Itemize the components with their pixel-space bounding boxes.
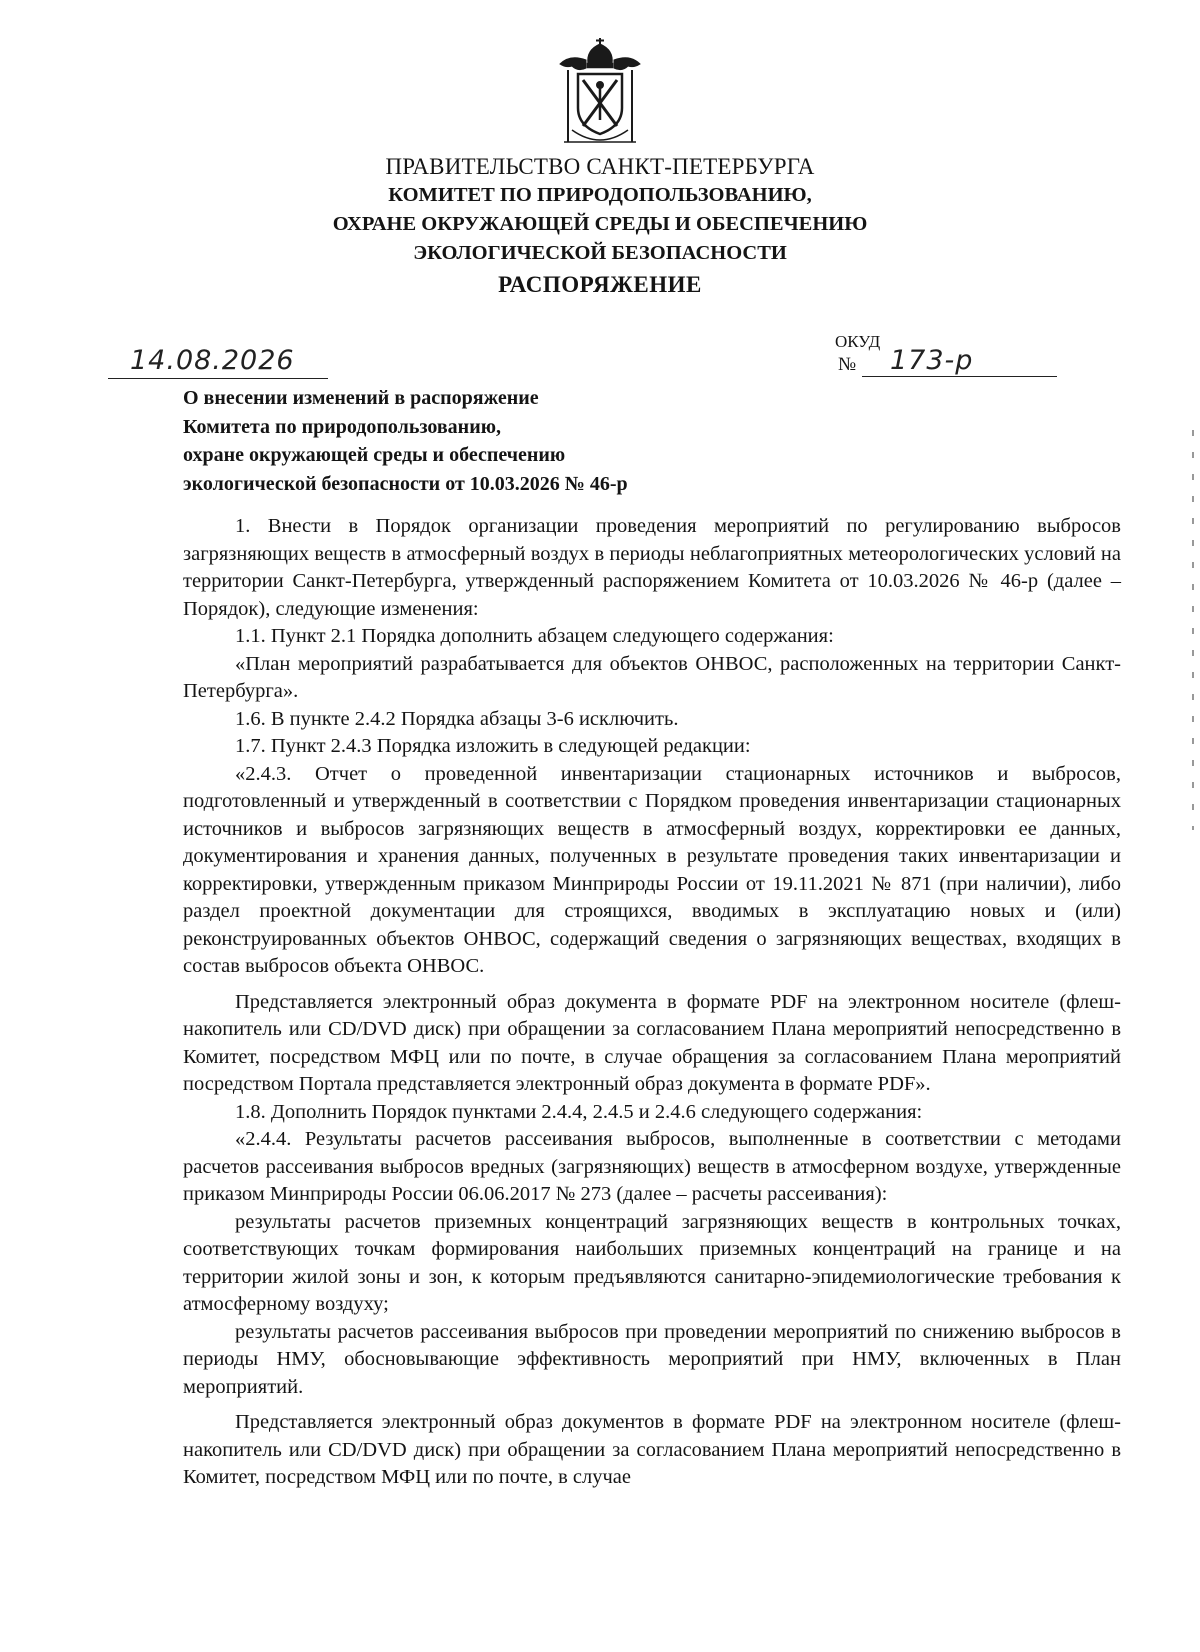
- subject-line: охране окружающей среды и обеспечению: [183, 444, 566, 466]
- body-paragraph: 1.8. Дополнить Порядок пунктами 2.4.4, 2.4.5 и 2.4.6 следующего содержания:: [235, 1100, 923, 1123]
- number-sign: №: [838, 354, 857, 375]
- body-paragraph: 1.1. Пункт 2.1 Порядка дополнить абзацем следующего содержания:: [235, 625, 834, 647]
- document-number-handwritten: 173-р: [890, 345, 974, 376]
- body-paragraph: Представляется электронный образ документа в формате PDF на электронном носителе (флеш-накопитель или CD/DVD диск) при обращении за согласованием Плана мероприятий непосредственно в Комитет, посредством МФЦ или по почте, в случае обращения за согласованием Плана мероприятий посредством Портала представляется электронный образ документа в формате PDF».: [183, 990, 1121, 1095]
- body-paragraph: 1.7. Пункт 2.4.3 Порядка изложить в следующей редакции:: [235, 735, 751, 757]
- date-underline: [108, 378, 328, 379]
- body-paragraph: «2.4.4. Результаты расчетов рассеивания выбросов, выполненные в соответствии с методами расчетов рассеивания выбросов вредных (загрязняющих) веществ в атмосферном воздухе, утвержденные приказом Минприроды России 06.06.2017 № 273 (далее – расчеты рассеивания):: [183, 1128, 1121, 1205]
- document-date-handwritten: 14.08.2026: [130, 345, 295, 376]
- coat-of-arms-emblem: [550, 38, 650, 146]
- body-paragraph: «2.4.3. Отчет о проведенной инвентаризации стационарных источников и выбросов, подготовленный и утвержденный в соответствии с Порядком проведения инвентаризации стационарных источников и выбросов загрязняющих веществ в атмосферный воздух, корректировки ее данных, документирования и хранения данных, полученных в результате проведения таких инвентаризации и корректировки, утвержденным приказом Минприроды России от 19.11.2021 № 871 (при наличии), либо раздел проектной документации для строящихся, вводимых в эксплуатацию новых и (или) реконструированных объектов ОНВОС, содержащий сведения о загрязняющих веществах, входящих в состав выбросов объекта ОНВОС.: [183, 762, 1121, 977]
- number-underline: [862, 376, 1057, 377]
- body-paragraph: результаты расчетов приземных концентраций загрязняющих веществ в контрольных точках, соответствующих точкам формирования наибольших приземных концентраций на границе и на территории жилой зоны и зон, к которым предъявляются санитарно-эпидемиологические требования к атмосферному воздуху;: [183, 1210, 1121, 1315]
- committee-title-line-3: ЭКОЛОГИЧЕСКОЙ БЕЗОПАСНОСТИ: [413, 242, 787, 264]
- government-title: ПРАВИТЕЛЬСТВО САНКТ-ПЕТЕРБУРГА: [385, 154, 815, 179]
- body-paragraph: 1.6. В пункте 2.4.2 Порядка абзацы 3-6 исключить.: [235, 707, 679, 730]
- document-body: [183, 513, 1121, 1492]
- body-paragraph: 1. Внести в Порядок организации проведения мероприятий по регулированию выбросов загрязняющих веществ в атмосферный воздух в периоды неблагоприятных метеорологических условий на территории Санкт-Петербурга, утвержденный распоряжением Комитета от 10.03.2026 № 46-р (далее – Порядок), следующие изменения:: [183, 515, 1121, 620]
- document-type-title: РАСПОРЯЖЕНИЕ: [498, 272, 702, 297]
- committee-title-line-2: ОХРАНЕ ОКРУЖАЮЩЕЙ СРЕДЫ И ОБЕСПЕЧЕНИЮ: [332, 213, 868, 235]
- committee-title-line-1: КОМИТЕТ ПО ПРИРОДОПОЛЬЗОВАНИЮ,: [388, 184, 812, 206]
- okud-label: ОКУД: [835, 332, 881, 351]
- subject-line: экологической безопасности от 10.03.2026 № 46-р: [183, 472, 628, 495]
- body-paragraph: «План мероприятий разрабатывается для объектов ОНВОС, расположенных на территории Санкт-Петербурга».: [183, 652, 1121, 702]
- scan-edge-mark: [1192, 430, 1194, 830]
- subject-line: О внесении изменений в распоряжение: [183, 387, 539, 409]
- subject-line: Комитета по природопользованию,: [183, 415, 502, 438]
- body-paragraph: результаты расчетов рассеивания выбросов при проведении мероприятий по снижению выбросов в периоды НМУ, обосновывающие эффективность мероприятий при НМУ, включенных в План мероприятий.: [183, 1320, 1121, 1398]
- document-subject: [183, 384, 628, 498]
- body-paragraph: Представляется электронный образ документов в формате PDF на электронном носителе (флеш-накопитель или CD/DVD диск) при обращении за согласованием Плана мероприятий непосредственно в Комитет, посредством МФЦ или по почте, в случае: [183, 1411, 1121, 1488]
